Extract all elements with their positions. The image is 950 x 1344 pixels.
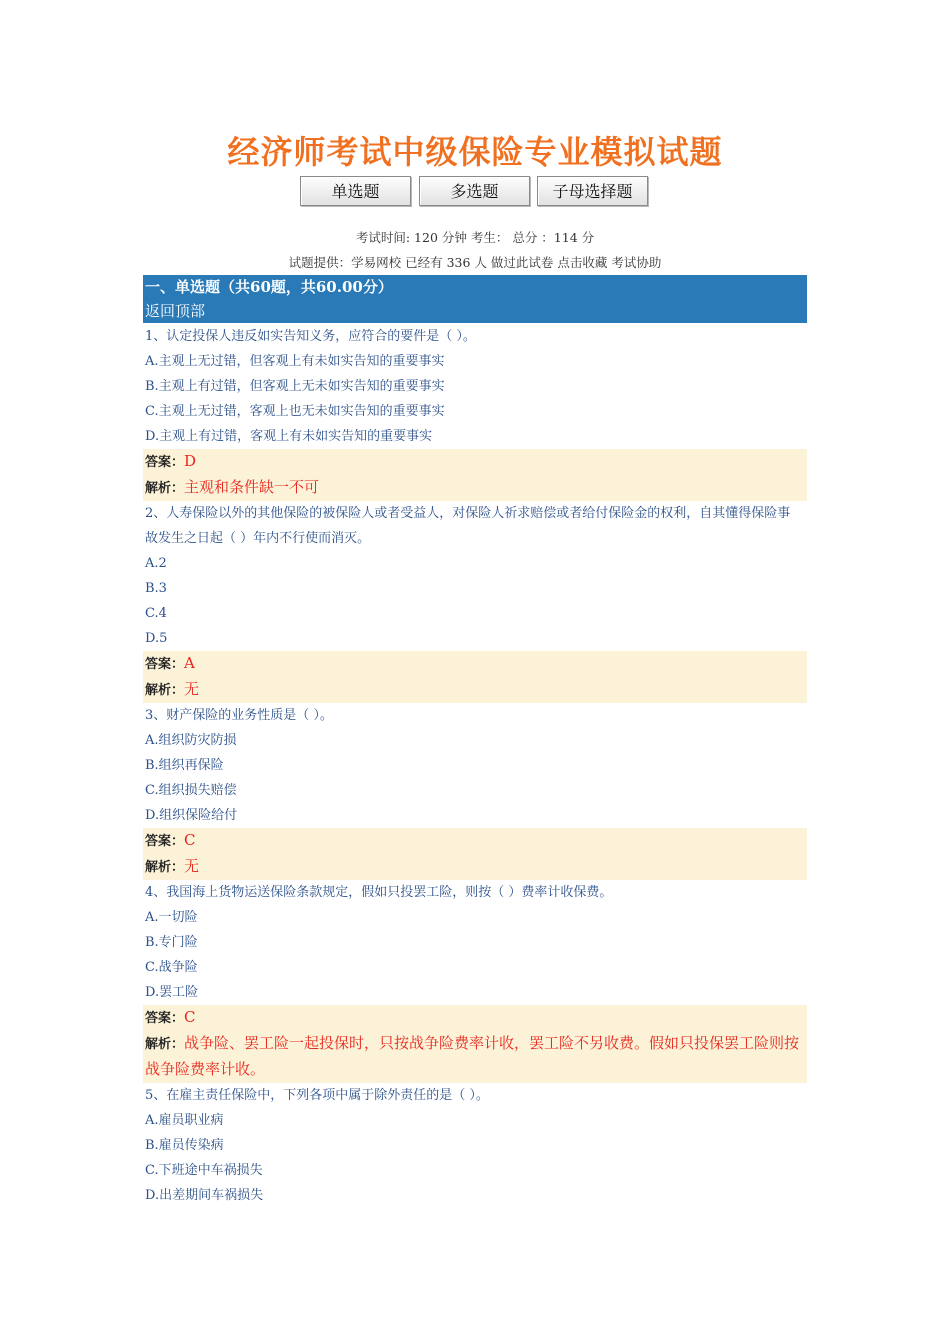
question-list (143, 324, 807, 1208)
question-option: D.5 (145, 631, 168, 646)
multiple-choice-button[interactable]: 多选题 (419, 176, 530, 206)
analysis-label: 解析： (145, 860, 185, 875)
question-option: B.3 (145, 581, 167, 596)
question-option: D.主观上有过错，客观上有未如实告知的重要事实 (145, 429, 433, 444)
answer-box (143, 449, 807, 501)
analysis-line (143, 677, 807, 703)
answer-box (143, 1005, 807, 1083)
exam-provider-info: 试题提供：学易网校 已经有 336 人 做过此试卷 点击收藏 考试协助 (288, 255, 662, 270)
answer-box (143, 651, 807, 703)
question-option: D.组织保险给付 (145, 808, 238, 823)
section-header (143, 275, 807, 323)
compound-choice-button[interactable]: 子母选择题 (537, 176, 648, 206)
question-option: B.组织再保险 (145, 758, 224, 773)
analysis-label: 解析： (145, 683, 185, 698)
answer-value: A (184, 654, 195, 672)
answer-value: C (184, 1008, 196, 1026)
question-option: A.2 (145, 556, 167, 571)
answer-line (143, 651, 807, 677)
question-option: A.组织防灾防损 (145, 733, 237, 748)
answer-line (143, 1005, 807, 1031)
question-block (143, 324, 807, 501)
question-option: A.主观上无过错，但客观上有未如实告知的重要事实 (145, 354, 445, 369)
question-stem: 2、人寿保险以外的其他保险的被保险人或者受益人，对保险人祈求赔偿或者给付保险金的权利，自其懂得保险事故发生之日起（ ）年内不行使而消灭。 (145, 506, 791, 546)
answer-label: 答案： (145, 834, 185, 849)
question-option: C.下班途中车祸损失 (145, 1163, 263, 1178)
analysis-value: 战争险、罢工险一起投保时，只按战争险费率计收，罢工险不另收费。假如只投保罢工险则按战争险费率计收。 (145, 1034, 800, 1078)
analysis-value: 无 (184, 857, 200, 875)
answer-value: C (184, 831, 196, 849)
analysis-value: 主观和条件缺一不可 (184, 478, 320, 496)
question-option: B.主观上有过错，但客观上无未如实告知的重要事实 (145, 379, 445, 394)
question-option: A.雇员职业病 (145, 1113, 224, 1128)
question-stem: 1、认定投保人违反如实告知义务，应符合的要件是（ ）。 (145, 329, 476, 344)
question-block (143, 501, 807, 703)
answer-label: 答案： (145, 657, 185, 672)
single-choice-button[interactable]: 单选题 (300, 176, 411, 206)
answer-line (143, 449, 807, 475)
question-option: B.专门险 (145, 935, 198, 950)
page-title: 经济师考试中级保险专业模拟试题 (227, 133, 723, 171)
answer-line (143, 828, 807, 854)
question-option: C.主观上无过错，客观上也无未如实告知的重要事实 (145, 404, 445, 419)
question-option: A.一切险 (145, 910, 198, 925)
analysis-label: 解析： (145, 481, 185, 496)
back-to-top-link[interactable]: 返回顶部 (145, 302, 206, 320)
question-type-tabs (300, 176, 660, 208)
analysis-line (143, 1031, 807, 1083)
answer-label: 答案： (145, 455, 185, 470)
question-block (143, 880, 807, 1083)
analysis-value: 无 (184, 680, 200, 698)
answer-label: 答案： (145, 1011, 185, 1026)
question-stem: 3、财产保险的业务性质是（ ）。 (145, 708, 333, 723)
question-option: C.组织损失赔偿 (145, 783, 237, 798)
question-option: C.4 (145, 606, 167, 621)
answer-box (143, 828, 807, 880)
analysis-line (143, 475, 807, 501)
question-option: B.雇员传染病 (145, 1138, 224, 1153)
exam-info: 考试时间: 120 分钟 考生： 总分 ：114 分 (355, 230, 595, 245)
question-stem: 4、我国海上货物运送保险条款规定，假如只投罢工险，则按（ ）费率计收保费。 (145, 885, 613, 900)
analysis-label: 解析： (145, 1037, 185, 1052)
question-block (143, 703, 807, 880)
question-option: C.战争险 (145, 960, 198, 975)
question-block (143, 1083, 807, 1208)
question-option: D.罢工险 (145, 985, 199, 1000)
question-stem: 5、在雇主责任保险中，下列各项中属于除外责任的是（ ）。 (145, 1088, 489, 1103)
analysis-line (143, 854, 807, 880)
question-option: D.出差期间车祸损失 (145, 1188, 264, 1203)
section-title: 一、单选题（共60题，共60.00分） (145, 278, 393, 296)
answer-value: D (184, 452, 197, 470)
